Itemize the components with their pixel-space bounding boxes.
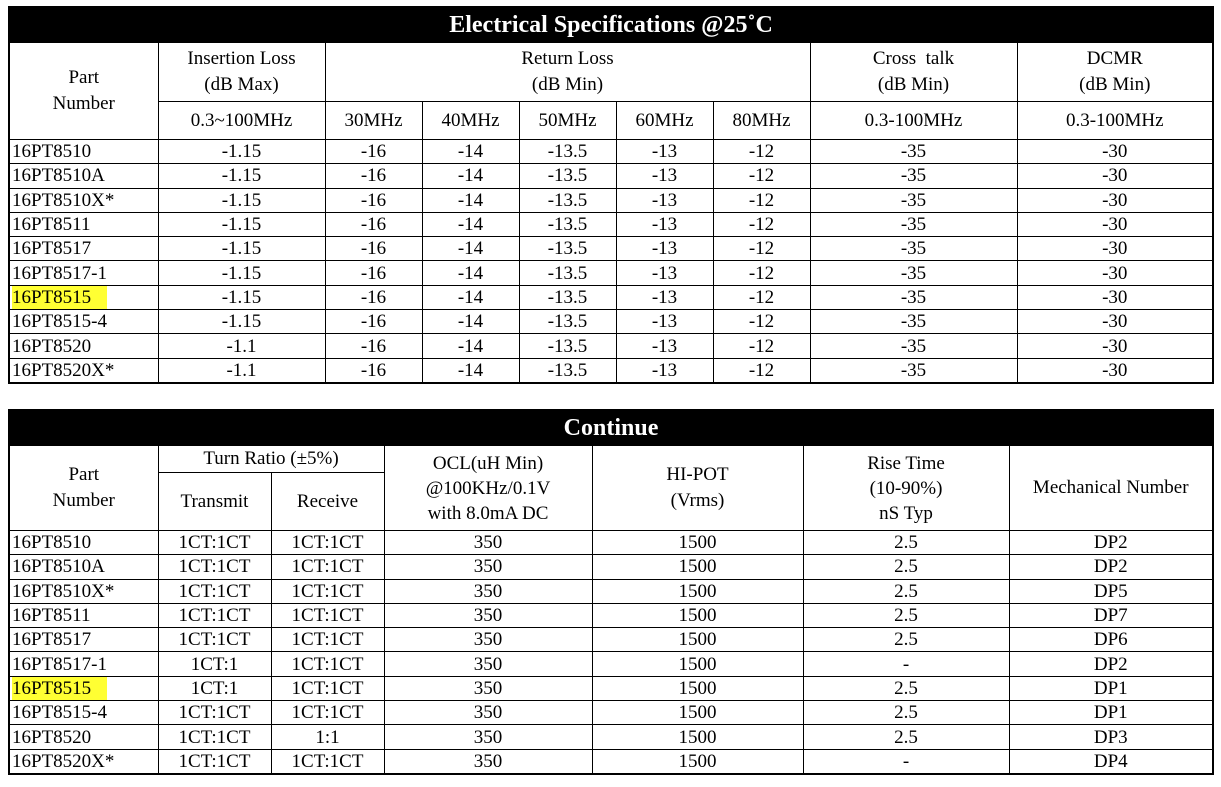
table-cell: 1500: [592, 531, 803, 555]
table-cell: DP6: [1009, 628, 1213, 652]
table-cell: -1.1: [158, 334, 325, 358]
part-number-text: 16PT8510X*: [12, 189, 115, 211]
table-row: [9, 358, 1213, 383]
table-cell: 2.5: [803, 725, 1009, 749]
table-cell: DP1: [1009, 701, 1213, 725]
table-cell: -35: [810, 164, 1017, 188]
table-cell: -14: [422, 188, 519, 212]
table-cell: -13: [616, 237, 713, 261]
table-cell: 2.5: [803, 676, 1009, 700]
table-cell: 1500: [592, 628, 803, 652]
table-row: [9, 701, 1213, 725]
table-cell: -35: [810, 212, 1017, 236]
header-hi-pot: HI-POT (Vrms): [592, 446, 803, 531]
table-cell: DP2: [1009, 531, 1213, 555]
part-number-cell: [9, 749, 158, 774]
table-cell: -1.15: [158, 237, 325, 261]
table-cell: -14: [422, 285, 519, 309]
table-cell: -30: [1017, 358, 1213, 383]
table-row: [9, 188, 1213, 212]
table-cell: 350: [384, 555, 592, 579]
part-number-text: 16PT8515: [12, 677, 107, 700]
table-row: [9, 261, 1213, 285]
table-cell: DP2: [1009, 555, 1213, 579]
part-number-cell: [9, 140, 158, 164]
part-number-cell: [9, 701, 158, 725]
table-cell: -13: [616, 261, 713, 285]
table-cell: 1:1: [271, 725, 384, 749]
part-number-cell: [9, 579, 158, 603]
header-turn-ratio: Turn Ratio (±5%): [158, 446, 384, 473]
table-title: Continue: [9, 410, 1213, 446]
table-cell: -13.5: [519, 334, 616, 358]
subheader-frequency: 0.3-100MHz: [810, 102, 1017, 140]
header-ocl: OCL(uH Min) @100KHz/0.1V with 8.0mA DC: [384, 446, 592, 531]
table-cell: 350: [384, 701, 592, 725]
subheader-frequency: 60MHz: [616, 102, 713, 140]
table-cell: -14: [422, 358, 519, 383]
table-cell: 1CT:1CT: [158, 628, 271, 652]
table-cell: -30: [1017, 237, 1213, 261]
table-cell: -: [803, 652, 1009, 676]
table-cell: -30: [1017, 261, 1213, 285]
table-cell: -14: [422, 140, 519, 164]
table-cell: -16: [325, 212, 422, 236]
header-dcmr: DCMR (dB Min): [1017, 43, 1213, 102]
table-cell: 350: [384, 603, 592, 627]
table-cell: -13.5: [519, 188, 616, 212]
table-cell: 1CT:1CT: [271, 603, 384, 627]
table-cell: 1CT:1CT: [158, 701, 271, 725]
table-cell: -16: [325, 140, 422, 164]
table-cell: -12: [713, 212, 810, 236]
table-cell: 1CT:1CT: [271, 628, 384, 652]
table-row: [9, 334, 1213, 358]
table-cell: 1CT:1CT: [158, 725, 271, 749]
part-number-cell: [9, 285, 158, 309]
table-cell: -13: [616, 212, 713, 236]
table-cell: -13.5: [519, 212, 616, 236]
table-cell: 1CT:1CT: [271, 701, 384, 725]
part-number-cell: [9, 652, 158, 676]
table-cell: -13.5: [519, 310, 616, 334]
table-cell: -30: [1017, 188, 1213, 212]
table-cell: -35: [810, 140, 1017, 164]
table-cell: DP3: [1009, 725, 1213, 749]
table-cell: -30: [1017, 212, 1213, 236]
table-cell: -13.5: [519, 237, 616, 261]
table-cell: -16: [325, 237, 422, 261]
table-cell: -14: [422, 237, 519, 261]
table-cell: -30: [1017, 164, 1213, 188]
table-row: [9, 603, 1213, 627]
table-cell: -13.5: [519, 358, 616, 383]
table-cell: -13: [616, 334, 713, 358]
table-cell: 350: [384, 531, 592, 555]
part-number-text: 16PT8510: [12, 141, 92, 163]
table-cell: -13.5: [519, 140, 616, 164]
part-number-text: 16PT8517: [12, 629, 92, 651]
table-cell: 1CT:1: [158, 676, 271, 700]
table-cell: 1500: [592, 579, 803, 603]
table-cell: 2.5: [803, 555, 1009, 579]
subheader-frequency: 0.3~100MHz: [158, 102, 325, 140]
part-number-cell: [9, 531, 158, 555]
part-number-cell: [9, 725, 158, 749]
table-cell: 1500: [592, 652, 803, 676]
table-cell: -16: [325, 334, 422, 358]
table-cell: -1.15: [158, 164, 325, 188]
table-row: [9, 652, 1213, 676]
table-cell: -16: [325, 358, 422, 383]
part-number-cell: [9, 603, 158, 627]
table-cell: -: [803, 749, 1009, 774]
table-cell: -35: [810, 261, 1017, 285]
part-number-cell: [9, 334, 158, 358]
table-cell: DP1: [1009, 676, 1213, 700]
table-cell: -14: [422, 334, 519, 358]
part-number-text: 16PT8515-4: [12, 311, 107, 333]
table-cell: 350: [384, 725, 592, 749]
part-number-cell: [9, 628, 158, 652]
table-cell: 1500: [592, 603, 803, 627]
table-cell: -14: [422, 310, 519, 334]
header-rise-time: Rise Time (10-90%) nS Typ: [803, 446, 1009, 531]
part-number-cell: [9, 188, 158, 212]
table-cell: 1CT:1CT: [271, 531, 384, 555]
header-return-loss: Return Loss (dB Min): [325, 43, 810, 102]
table-row: [9, 579, 1213, 603]
table-cell: -35: [810, 334, 1017, 358]
table-cell: 2.5: [803, 579, 1009, 603]
table-cell: -12: [713, 310, 810, 334]
table-cell: -12: [713, 188, 810, 212]
subheader-frequency: 50MHz: [519, 102, 616, 140]
table-cell: -35: [810, 237, 1017, 261]
part-number-cell: [9, 164, 158, 188]
part-number-text: 16PT8511: [12, 605, 91, 627]
table-cell: -30: [1017, 334, 1213, 358]
continue-table: [8, 409, 1214, 775]
subheader-frequency: 40MHz: [422, 102, 519, 140]
part-number-cell: [9, 261, 158, 285]
table-cell: -13: [616, 285, 713, 309]
table-row: [9, 212, 1213, 236]
table-cell: -13.5: [519, 164, 616, 188]
table-cell: 1CT:1CT: [271, 652, 384, 676]
table-cell: 350: [384, 676, 592, 700]
table-cell: -13.5: [519, 285, 616, 309]
header-part-number: Part Number: [9, 446, 158, 531]
part-number-text: 16PT8511: [12, 214, 91, 236]
table-cell: -1.15: [158, 261, 325, 285]
table-cell: 1500: [592, 555, 803, 579]
table-cell: 1CT:1CT: [158, 579, 271, 603]
part-number-text: 16PT8520: [12, 726, 92, 748]
part-number-cell: [9, 358, 158, 383]
table-cell: 1CT:1CT: [271, 749, 384, 774]
table-cell: 2.5: [803, 531, 1009, 555]
header-insertion-loss: Insertion Loss (dB Max): [158, 43, 325, 102]
table-cell: -1.15: [158, 310, 325, 334]
table-cell: -1.1: [158, 358, 325, 383]
part-number-text: 16PT8510A: [12, 556, 105, 578]
table-cell: -14: [422, 261, 519, 285]
table-cell: 1CT:1CT: [271, 579, 384, 603]
table-cell: 1500: [592, 701, 803, 725]
electrical-specifications-table: [8, 6, 1214, 384]
part-number-text: 16PT8515-4: [12, 702, 107, 724]
part-number-cell: [9, 237, 158, 261]
table-cell: -12: [713, 237, 810, 261]
table-cell: -12: [713, 285, 810, 309]
table-cell: 2.5: [803, 628, 1009, 652]
table-cell: -13: [616, 310, 713, 334]
table-cell: -13: [616, 164, 713, 188]
table-cell: DP4: [1009, 749, 1213, 774]
header-part-number: Part Number: [9, 43, 158, 140]
table-cell: 2.5: [803, 603, 1009, 627]
table-cell: DP5: [1009, 579, 1213, 603]
header-mechanical-number: Mechanical Number: [1009, 446, 1213, 531]
table-cell: -35: [810, 310, 1017, 334]
table-cell: -13.5: [519, 261, 616, 285]
table-cell: -12: [713, 261, 810, 285]
table-cell: -12: [713, 164, 810, 188]
table-cell: -16: [325, 188, 422, 212]
table-cell: 1CT:1CT: [271, 555, 384, 579]
table-row: [9, 676, 1213, 700]
table-row: [9, 628, 1213, 652]
table-cell: -16: [325, 285, 422, 309]
part-number-text: 16PT8517-1: [12, 653, 107, 675]
part-number-text: 16PT8510X*: [12, 580, 115, 602]
part-number-cell: [9, 310, 158, 334]
table-row: [9, 237, 1213, 261]
table-cell: 350: [384, 652, 592, 676]
table-cell: -30: [1017, 285, 1213, 309]
table-cell: -12: [713, 334, 810, 358]
part-number-text: 16PT8520: [12, 335, 92, 357]
header-transmit: Transmit: [158, 473, 271, 531]
table-cell: -14: [422, 212, 519, 236]
part-number-cell: [9, 555, 158, 579]
table-row: [9, 555, 1213, 579]
table-cell: -1.15: [158, 188, 325, 212]
table-cell: 1500: [592, 725, 803, 749]
table-cell: -12: [713, 140, 810, 164]
part-number-text: 16PT8517-1: [12, 262, 107, 284]
table-cell: -35: [810, 188, 1017, 212]
part-number-cell: [9, 676, 158, 700]
subheader-frequency: 80MHz: [713, 102, 810, 140]
table-row: [9, 285, 1213, 309]
table-row: [9, 310, 1213, 334]
table-cell: 1500: [592, 749, 803, 774]
table-cell: 350: [384, 579, 592, 603]
table-cell: -14: [422, 164, 519, 188]
part-number-cell: [9, 212, 158, 236]
table-cell: -1.15: [158, 140, 325, 164]
table-cell: 350: [384, 628, 592, 652]
header-receive: Receive: [271, 473, 384, 531]
table-cell: 1CT:1CT: [158, 555, 271, 579]
part-number-text: 16PT8520X*: [12, 359, 115, 381]
table-cell: -16: [325, 310, 422, 334]
table-cell: 1CT:1CT: [271, 676, 384, 700]
table-cell: -1.15: [158, 212, 325, 236]
table-cell: -13: [616, 358, 713, 383]
table-row: [9, 725, 1213, 749]
table-row: [9, 749, 1213, 774]
table-cell: 350: [384, 749, 592, 774]
part-number-text: 16PT8510A: [12, 165, 105, 187]
table-row: [9, 164, 1213, 188]
table-cell: 1500: [592, 676, 803, 700]
part-number-text: 16PT8520X*: [12, 750, 115, 772]
table-cell: 1CT:1CT: [158, 603, 271, 627]
subheader-frequency: 0.3-100MHz: [1017, 102, 1213, 140]
table-cell: -1.15: [158, 285, 325, 309]
subheader-frequency: 30MHz: [325, 102, 422, 140]
table-cell: -35: [810, 358, 1017, 383]
table-title: Electrical Specifications @25˚C: [9, 7, 1213, 43]
table-cell: 1CT:1CT: [158, 531, 271, 555]
table-cell: -13: [616, 140, 713, 164]
table-cell: -16: [325, 261, 422, 285]
table-cell: 2.5: [803, 701, 1009, 725]
part-number-text: 16PT8515: [12, 286, 107, 309]
table-row: [9, 140, 1213, 164]
table-cell: -12: [713, 358, 810, 383]
table-cell: -35: [810, 285, 1017, 309]
table-cell: DP2: [1009, 652, 1213, 676]
table-cell: DP7: [1009, 603, 1213, 627]
header-cross-talk: Cross talk (dB Min): [810, 43, 1017, 102]
table-cell: 1CT:1: [158, 652, 271, 676]
table-cell: -30: [1017, 310, 1213, 334]
part-number-text: 16PT8517: [12, 238, 92, 260]
table-row: [9, 531, 1213, 555]
table-cell: 1CT:1CT: [158, 749, 271, 774]
table-cell: -13: [616, 188, 713, 212]
part-number-text: 16PT8510: [12, 532, 92, 554]
table-cell: -30: [1017, 140, 1213, 164]
table-cell: -16: [325, 164, 422, 188]
